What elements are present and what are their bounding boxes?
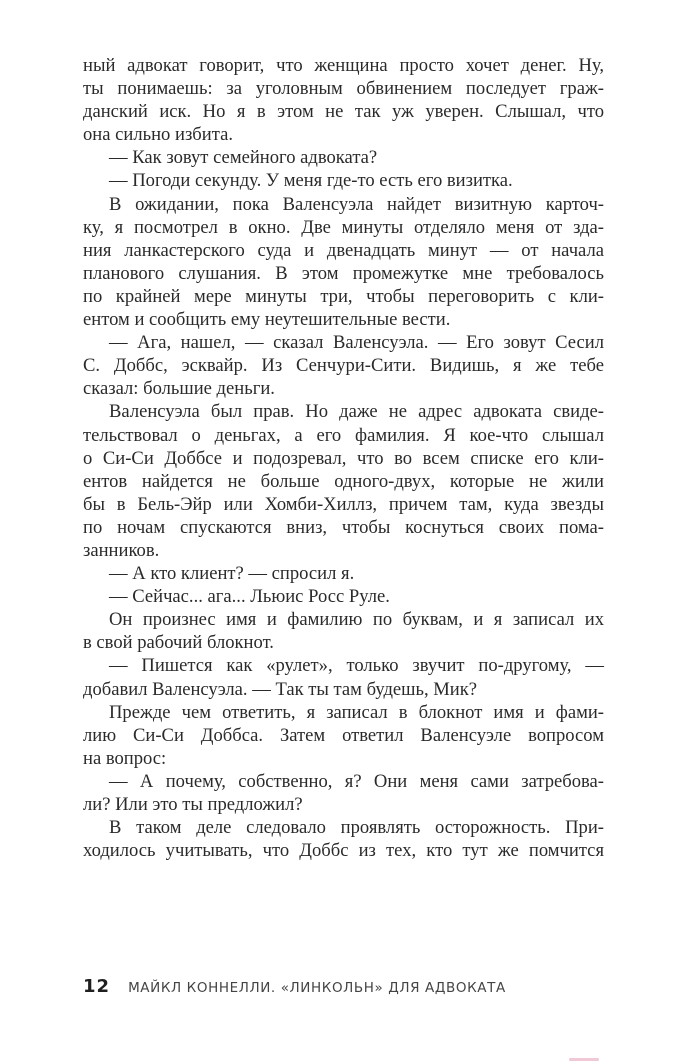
text-line: бы в Бель-Эйр или Хомби-Хиллз, причем там, куда звезды <box>83 493 604 515</box>
text-line: лию Си-Си Доббса. Затем ответил Валенсуэле вопросом <box>83 724 604 746</box>
text-line: ты понимаешь: за уголовным обвинением последует граж- <box>83 78 604 100</box>
text-line: Он произнес имя и фамилию по буквам, и я записал их <box>109 609 604 631</box>
text-line: — Сейчас... ага... Льюис Росс Руле. <box>109 586 390 608</box>
text-line: — Ага, нашел, — сказал Валенсуэла. — Его зовут Сесил <box>109 332 604 354</box>
text-line: на вопрос: <box>83 747 167 769</box>
text-line: В таком деле следовало проявлять осторожность. При- <box>109 817 604 839</box>
text-line: Прежде чем ответить, я записал в блокнот имя и фами- <box>109 701 604 723</box>
text-line: — А кто клиент? — спросил я. <box>109 563 355 585</box>
text-line: ходилось учитывать, что Доббс из тех, кто тут же помчится <box>83 840 604 862</box>
text-line: сказал: большие деньги. <box>83 378 275 400</box>
page-footer <box>83 976 506 997</box>
text-line: занников. <box>83 539 160 561</box>
text-line: о Си-Си Доббсе и подозревал, что во всем списке его кли- <box>83 447 604 469</box>
text-line: ентом и сообщить ему неутешительные вести. <box>83 309 451 331</box>
text-line: — Как зовут семейного адвоката? <box>109 147 378 169</box>
text-line: ентов найдется не больше одного-двух, которые не жили <box>83 470 604 492</box>
text-line: в свой рабочий блокнот. <box>83 632 274 654</box>
body-text <box>83 54 604 862</box>
scan-artifact-mark <box>569 1058 599 1061</box>
text-line: ли? Или это ты предложил? <box>83 794 303 815</box>
text-line: — Погоди секунду. У меня где-то есть его визитка. <box>109 170 513 192</box>
text-line: тельствовал о деньгах, а его фамилия. Я кое-что слышал <box>83 424 604 446</box>
running-head: МАЙКЛ КОННЕЛЛИ. «ЛИНКОЛЬН» ДЛЯ АДВОКАТА <box>128 980 506 996</box>
text-line: по крайней мере минуты три, чтобы переговорить с кли- <box>83 285 604 307</box>
text-line: добавил Валенсуэла. — Так ты там будешь, Мик? <box>83 678 478 700</box>
text-line: — Пишется как «рулет», только звучит по-другому, — <box>109 655 604 677</box>
text-line: она сильно избита. <box>83 124 233 146</box>
text-line: Валенсуэла был прав. Но даже не адрес адвоката свиде- <box>109 401 604 423</box>
text-line: В ожидании, пока Валенсуэла найдет визитную карточ- <box>109 193 604 215</box>
text-line: ку, я посмотрел в окно. Две минуты отделяло меня от зда- <box>83 216 604 238</box>
text-line: по ночам спускаются вниз, чтобы коснуться своих пома- <box>83 516 604 538</box>
text-line: С. Доббс, эсквайр. Из Сенчури-Сити. Видишь, я же тебе <box>83 355 604 377</box>
text-line: ный адвокат говорит, что женщина просто хочет денег. Ну, <box>83 55 604 76</box>
text-line: — А почему, собственно, я? Они меня сами затребова- <box>109 770 604 792</box>
page-number: 12 <box>83 976 111 997</box>
text-line: ния ланкастерского суда и двенадцать минут — от начала <box>83 239 604 261</box>
text-line: планового слушания. В этом промежутке мне требовалось <box>83 262 604 284</box>
text-line: данский иск. Но я в этом не так уж уверен. Слышал, что <box>83 101 604 123</box>
